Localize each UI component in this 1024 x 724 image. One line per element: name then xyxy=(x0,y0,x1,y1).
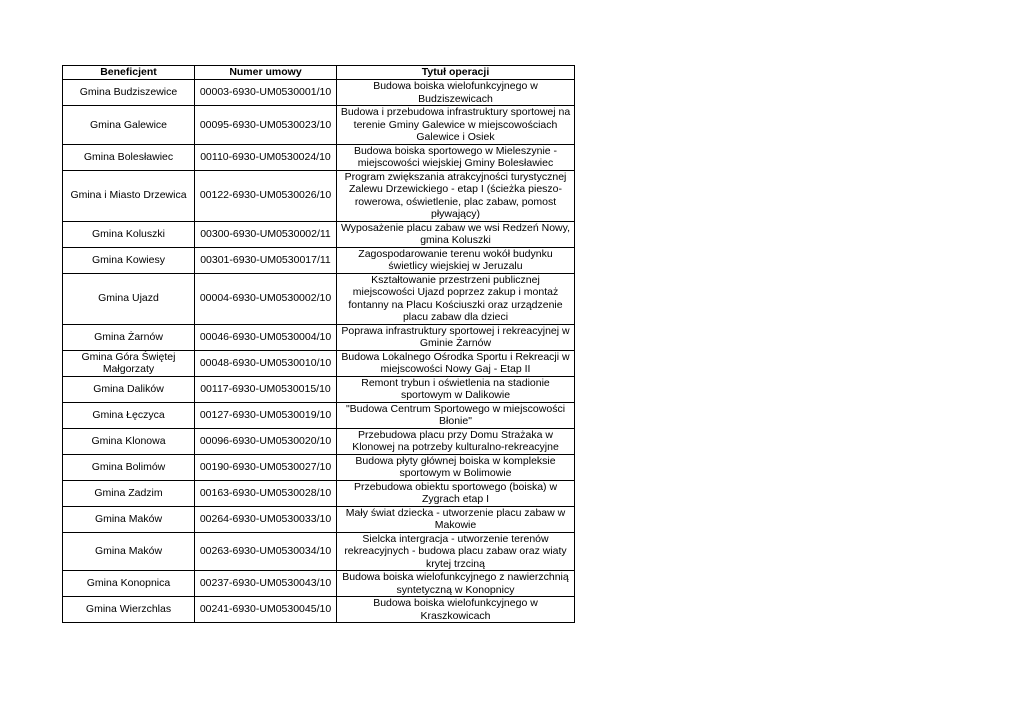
table-row xyxy=(63,506,575,532)
cell-tytul-operacji: Zagospodarowanie terenu wokół budynku świetlicy wiejskiej w Jeruzalu xyxy=(337,247,575,273)
cell-numer-umowy: 00241-6930-UM0530045/10 xyxy=(195,597,337,623)
cell-numer-umowy: 00095-6930-UM0530023/10 xyxy=(195,106,337,145)
table-row xyxy=(63,221,575,247)
cell-tytul-operacji: Remont trybun i oświetlenia na stadionie sportowym w Dalikowie xyxy=(337,376,575,402)
cell-beneficjent: Gmina Ujazd xyxy=(63,273,195,324)
cell-beneficjent: Gmina Koluszki xyxy=(63,221,195,247)
cell-numer-umowy: 00046-6930-UM0530004/10 xyxy=(195,324,337,350)
cell-beneficjent: Gmina Bolesławiec xyxy=(63,144,195,170)
cell-tytul-operacji: Budowa płyty głównej boiska w kompleksie sportowym w Bolimowie xyxy=(337,454,575,480)
cell-beneficjent: Gmina Kowiesy xyxy=(63,247,195,273)
cell-beneficjent: Gmina Klonowa xyxy=(63,428,195,454)
cell-beneficjent: Gmina Łęczyca xyxy=(63,402,195,428)
cell-tytul-operacji: Budowa boiska wielofunkcyjnego z nawierzchnią syntetyczną w Konopnicy xyxy=(337,571,575,597)
cell-beneficjent: Gmina Żarnów xyxy=(63,324,195,350)
table-row xyxy=(63,376,575,402)
cell-numer-umowy: 00163-6930-UM0530028/10 xyxy=(195,480,337,506)
table-row xyxy=(63,80,575,106)
cell-beneficjent: Gmina Konopnica xyxy=(63,571,195,597)
cell-tytul-operacji: Kształtowanie przestrzeni publicznej miejscowości Ujazd poprzez zakup i montaż fontanny na Placu Kościuszki oraz urządzenie placu zabaw dla dzieci xyxy=(337,273,575,324)
table-row xyxy=(63,324,575,350)
cell-tytul-operacji: Przebudowa placu przy Domu Strażaka w Klonowej na potrzeby kulturalno-rekreacyjne xyxy=(337,428,575,454)
table-body xyxy=(63,80,575,623)
contracts-table xyxy=(62,65,575,623)
cell-numer-umowy: 00237-6930-UM0530043/10 xyxy=(195,571,337,597)
table-row xyxy=(63,428,575,454)
cell-tytul-operacji: Poprawa infrastruktury sportowej i rekreacyjnej w Gminie Żarnów xyxy=(337,324,575,350)
table-row xyxy=(63,247,575,273)
cell-beneficjent: Gmina Galewice xyxy=(63,106,195,145)
cell-numer-umowy: 00004-6930-UM0530002/10 xyxy=(195,273,337,324)
table-row xyxy=(63,454,575,480)
cell-beneficjent: Gmina Maków xyxy=(63,506,195,532)
cell-tytul-operacji: Budowa Lokalnego Ośrodka Sportu i Rekreacji w miejscowości Nowy Gaj - Etap II xyxy=(337,350,575,376)
cell-numer-umowy: 00264-6930-UM0530033/10 xyxy=(195,506,337,532)
table-row xyxy=(63,480,575,506)
table-row xyxy=(63,273,575,324)
cell-tytul-operacji: Budowa boiska wielofunkcyjnego w Kraszkowicach xyxy=(337,597,575,623)
table-header xyxy=(63,66,575,80)
cell-numer-umowy: 00117-6930-UM0530015/10 xyxy=(195,376,337,402)
table-row xyxy=(63,571,575,597)
table-row xyxy=(63,144,575,170)
cell-tytul-operacji: Przebudowa obiektu sportowego (boiska) w Zygrach etap I xyxy=(337,480,575,506)
header-tytul-operacji: Tytuł operacji xyxy=(337,66,575,80)
cell-numer-umowy: 00003-6930-UM0530001/10 xyxy=(195,80,337,106)
cell-numer-umowy: 00190-6930-UM0530027/10 xyxy=(195,454,337,480)
cell-numer-umowy: 00263-6930-UM0530034/10 xyxy=(195,532,337,571)
header-row xyxy=(63,66,575,80)
table-row xyxy=(63,402,575,428)
cell-beneficjent: Gmina Maków xyxy=(63,532,195,571)
cell-numer-umowy: 00110-6930-UM0530024/10 xyxy=(195,144,337,170)
cell-beneficjent: Gmina Zadzim xyxy=(63,480,195,506)
header-beneficjent: Beneficjent xyxy=(63,66,195,80)
cell-tytul-operacji: "Budowa Centrum Sportowego w miejscowości Błonie" xyxy=(337,402,575,428)
cell-tytul-operacji: Sielcka intergracja - utworzenie terenów rekreacyjnych - budowa placu zabaw oraz wiaty krytej trzciną xyxy=(337,532,575,571)
cell-tytul-operacji: Budowa boiska sportowego w Mieleszynie - miejscowości wiejskiej Gminy Bolesławiec xyxy=(337,144,575,170)
cell-tytul-operacji: Mały świat dziecka - utworzenie placu zabaw w Makowie xyxy=(337,506,575,532)
cell-tytul-operacji: Wyposażenie placu zabaw we wsi Redzeń Nowy, gmina Koluszki xyxy=(337,221,575,247)
cell-beneficjent: Gmina Góra Świętej Małgorzaty xyxy=(63,350,195,376)
table-row xyxy=(63,350,575,376)
cell-beneficjent: Gmina Budziszewice xyxy=(63,80,195,106)
table-row xyxy=(63,597,575,623)
cell-tytul-operacji: Budowa boiska wielofunkcyjnego w Budziszewicach xyxy=(337,80,575,106)
cell-numer-umowy: 00301-6930-UM0530017/11 xyxy=(195,247,337,273)
header-numer-umowy: Numer umowy xyxy=(195,66,337,80)
table-row xyxy=(63,170,575,221)
cell-numer-umowy: 00122-6930-UM0530026/10 xyxy=(195,170,337,221)
cell-beneficjent: Gmina i Miasto Drzewica xyxy=(63,170,195,221)
cell-numer-umowy: 00127-6930-UM0530019/10 xyxy=(195,402,337,428)
cell-beneficjent: Gmina Dalików xyxy=(63,376,195,402)
cell-numer-umowy: 00048-6930-UM0530010/10 xyxy=(195,350,337,376)
cell-numer-umowy: 00300-6930-UM0530002/11 xyxy=(195,221,337,247)
cell-tytul-operacji: Program zwiększania atrakcyjności turystycznej Zalewu Drzewickiego - etap I (ścieżka pieszo-rowerowa, oświetlenie, plac zabaw, pomost pływający) xyxy=(337,170,575,221)
cell-numer-umowy: 00096-6930-UM0530020/10 xyxy=(195,428,337,454)
cell-beneficjent: Gmina Wierzchlas xyxy=(63,597,195,623)
cell-tytul-operacji: Budowa i przebudowa infrastruktury sportowej na terenie Gminy Galewice w miejscowościach Galewice i Osiek xyxy=(337,106,575,145)
table-row xyxy=(63,532,575,571)
table-row xyxy=(63,106,575,145)
cell-beneficjent: Gmina Bolimów xyxy=(63,454,195,480)
